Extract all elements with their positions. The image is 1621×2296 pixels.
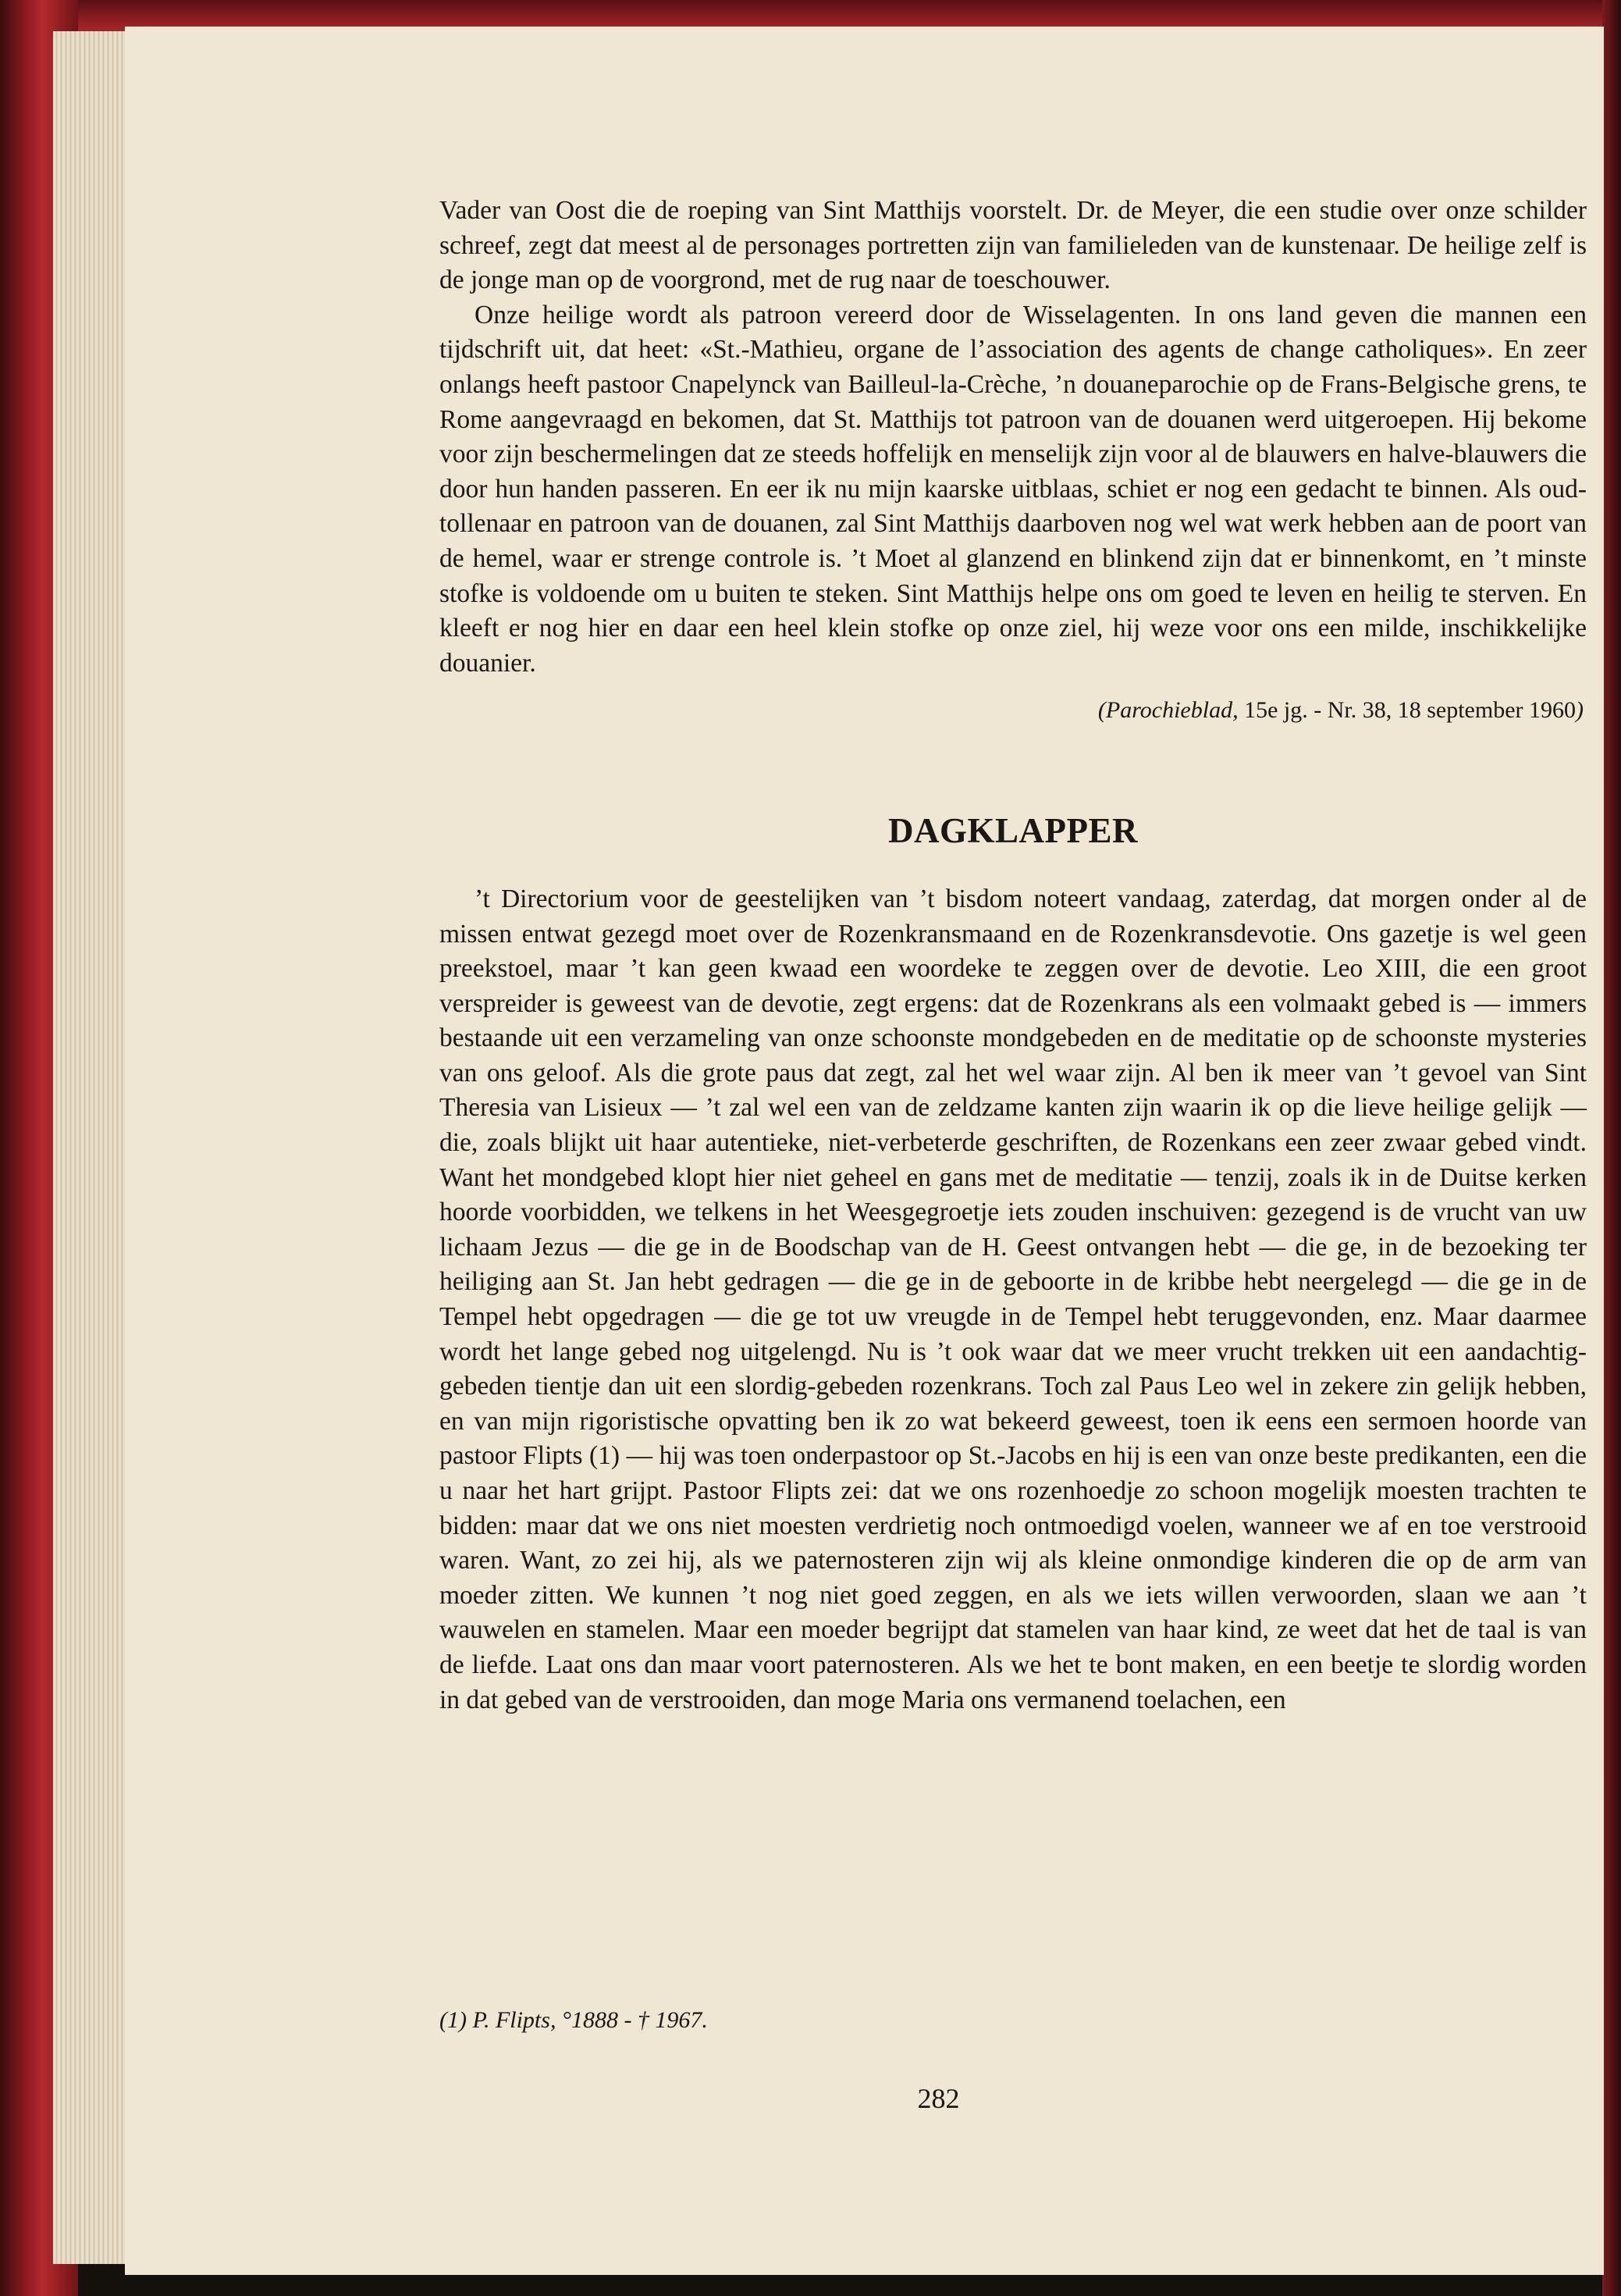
- source-details: 15e jg. - Nr. 38, 18 september 1960: [1238, 697, 1576, 724]
- book-page: [125, 27, 1604, 2275]
- book-cover-right-edge: [1602, 0, 1621, 2296]
- page-text-block: [439, 194, 1587, 1718]
- section-paragraph: ’t Directorium voor de geestelijken van ’t bisdom noteert vandaag, zaterdag, dat morgen onder al de missen entwat gezegd moet over de Rozenkransmaand en de Rozenkransdevotie. Ons gazetje is wel geen preekstoel, maar ’t kan geen kwaad een woordeke te zeggen over de devotie. Leo XIII, die een groot verspreider is geweest van de devotie, zegt ergens: dat de Rozenkrans als een volmaakt gebed is — immers bestaande uit een verzameling van onze schoonste mondgebeden en de meditatie op de schoonste mysteries van ons geloof. Als die grote paus dat zegt, zal het wel waar zijn. Al ben ik meer van ’t gevoel van Sint Theresia van Lisieux — ’t zal wel een van de zeldzame kanten zijn waarin ik op die lieve heilige gelijk — die, zoals blijkt uit haar autentieke, niet-verbeterde geschriften, de Rozenkans een zeer zwaar gebed vindt. Want het mondgebed klopt hier niet geheel en gans met de meditatie — tenzij, zoals ik in de Duitse kerken hoorde voorbidden, we telkens in het Weesgegroetje iets zouden inschuiven: gezegend is de vrucht van uw lichaam Jezus — die ge in de Boodschap van de H. Geest ontvangen hebt — die ge, in de bezoeking ter heiliging aan St. Jan hebt gedragen — die ge in de geboorte in de kribbe hebt neergelegd — die ge in de Tempel hebt opgedragen — die ge tot uw vreugde in de Tempel hebt teruggevonden, enz. Maar daarmee wordt het lange gebed nog uitgelengd. Nu is ’t ook waar dat we meer vrucht trekken uit een aandachtig-gebeden tientje dan uit een slordig-gebeden rozenkrans. Toch zal Paus Leo wel in zekere zin gelijk hebben, en van mijn rigoristische opvatting ben ik zo wat bekeerd geweest, toen ik eens een sermoen hoorde van pastoor Flipts (1) — hij was toen onderpastoor op St.-Jacobs en hij is een van onze beste predikanten, een die u naar het hart grijpt. Pastoor Flipts zei: dat we ons rozenhoedje zo schoon mogelijk moesten trachten te bidden: maar dat we ons niet moesten verdrietig noch ontmoedigd voelen, wanneer we af en toe verstrooid waren. Want, zo zei hij, als we paternosteren zijn wij als kleine onmondige kinderen die op de arm van moeder zitten. We kunnen ’t nog niet goed zeggen, en als we iets willen verwoorden, slaan we aan ’t wauwelen en stamelen. Maar een moeder begrijpt dat stamelen van haar kind, ze weet dat het de taal is van de liefde. Laat ons dan maar voort paternosteren. Als we het te bont maken, en een beetje te slordig worden in dat gebed van de verstrooiden, dan moge Maria ons vermanend toelachen, een: [439, 884, 1587, 1714]
- source-close: ): [1576, 697, 1584, 724]
- page-number-wrapper: [125, 2081, 1604, 2116]
- source-citation: [439, 693, 1587, 728]
- article-paragraph-2: Onze heilige wordt als patroon vereerd door de Wisselagenten. In ons land geven die mannen een tijdschrift uit, dat heet: «St.-Mathieu, organe de l’association des agents de change catholiques». En zeer onlangs heeft pastoor Cnapelynck van Bailleul-la-Crèche, ’n douaneparochie op de Frans-Belgische grens, te Rome aangevraagd en bekomen, dat St. Matthijs tot patroon van de douanen werd uitgeroepen. Hij bekome voor zijn beschermelingen dat ze steeds hoffelijk en menselijk zijn voor al de blauwers en halve-blauwers die door hun handen passeren. En eer ik nu mijn kaarske uitblaas, schiet er nog een gedacht te binnen. Als oud-tollenaar en patroon van de douanen, zal Sint Matthijs daarboven nog wel wat werk hebben aan de poort van de hemel, waar er strenge controle is. ’t Moet al glanzend en blinkend zijn dat er binnenkomt, en ’t minste stofke is voldoende om u buiten te steken. Sint Matthijs helpe ons om goed te leven en heilig te sterven. En kleeft er nog hier en daar een heel klein stofke op onze ziel, hij weze voor ons een milde, inschikkelijke douanier.: [439, 300, 1587, 678]
- page-stack-edge: [53, 31, 131, 2264]
- section-heading: DAGKLAPPER: [888, 810, 1138, 850]
- article-paragraph-1: Vader van Oost die de roeping van Sint Matthijs voorstelt. Dr. de Meyer, die een studie over onze schilder schreef, zegt dat meest al de personages portretten zijn van familieleden van de kunstenaar. De heilige zelf is de jonge man op de voorgrond, met de rug naar de toeschouwer.: [439, 196, 1587, 295]
- page-number: 282: [917, 2083, 960, 2114]
- footnote: (1) P. Flipts, °1888 - † 1967.: [439, 2007, 708, 2033]
- source-title: (Parochieblad,: [1097, 697, 1239, 724]
